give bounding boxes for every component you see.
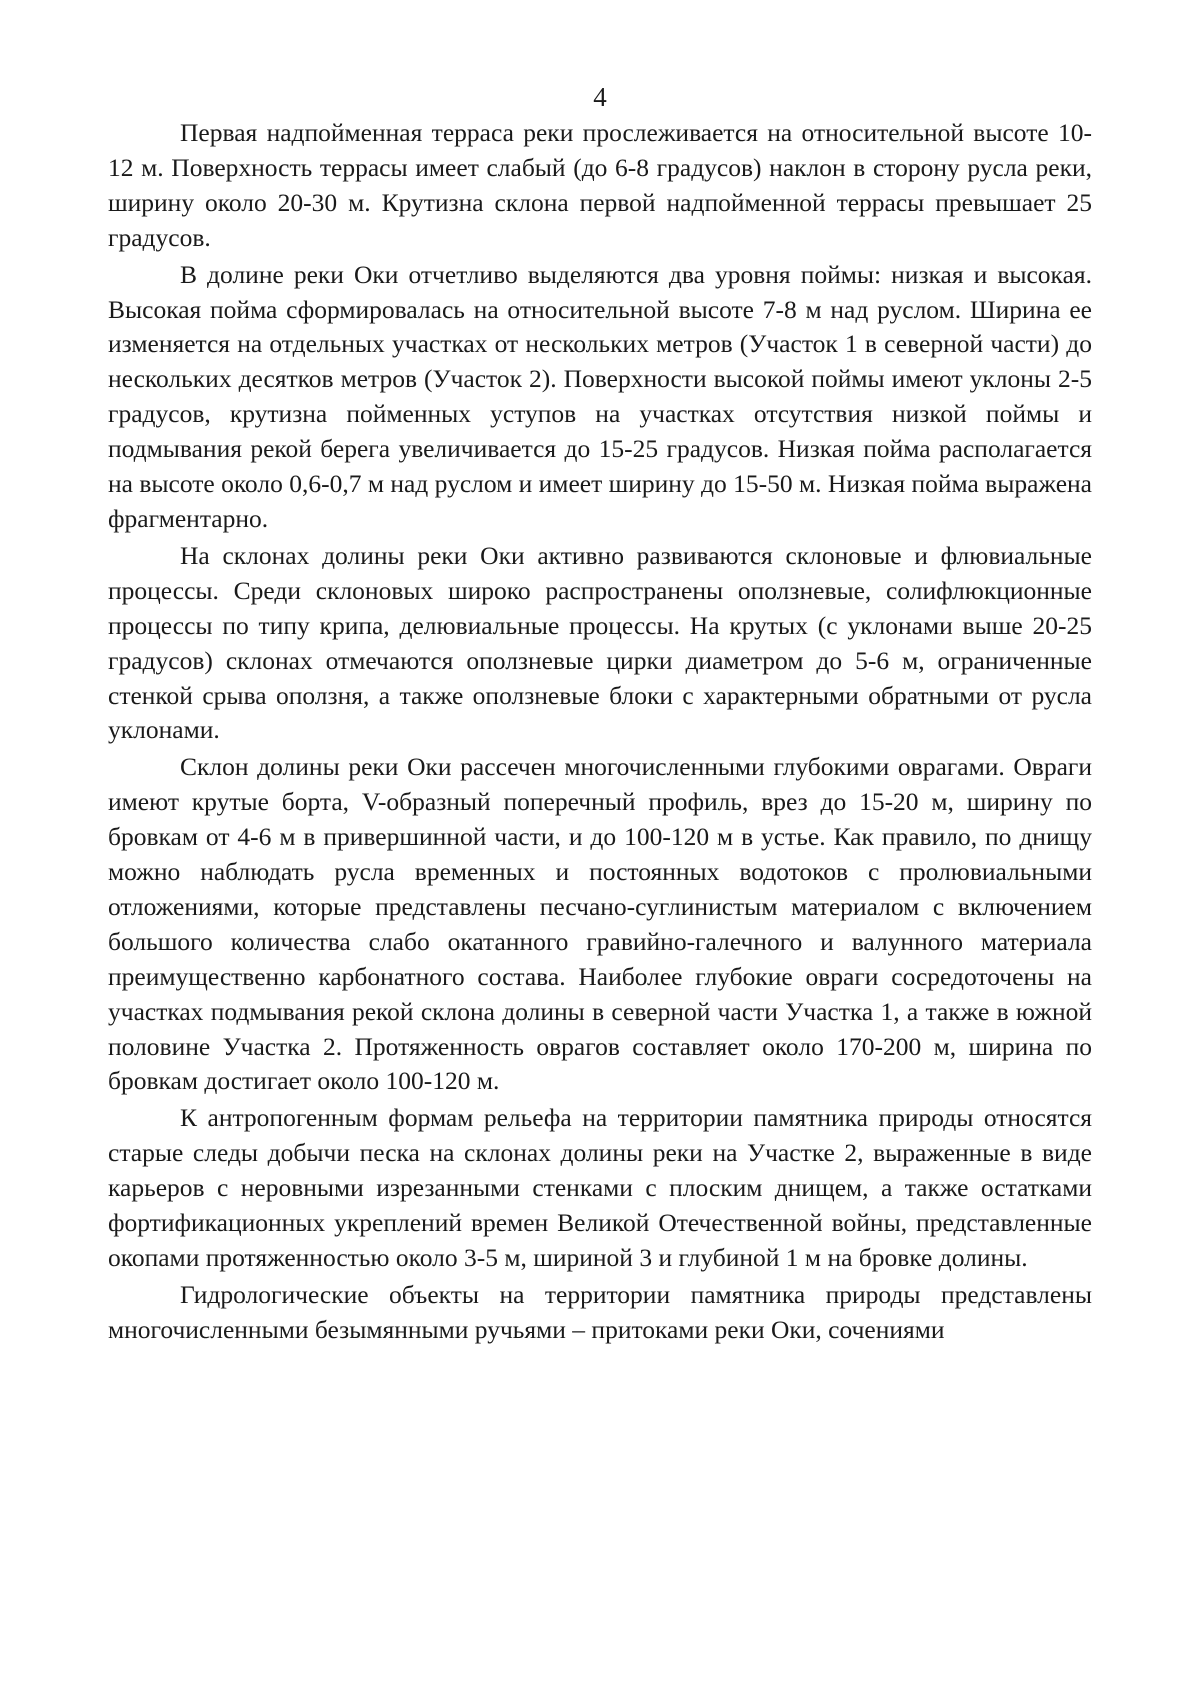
paragraph-anthropogenic-forms: К антропогенным формам рельефа на территории памятника природы относятся старые следы добычи песка на склонах долины реки на Участке 2, выраженные в виде карьеров с неровными изрезанными стенками с плоским днищем, а также остатками фортификационных укреплений времен Великой Отечественной войны, представленные окопами протяженностью около 3-5 м, шириной 3 и глубиной 1 м на бровке долины. bbox=[108, 1103, 1092, 1272]
paragraph-hydrological-objects: Гидрологические объекты на территории памятника природы представлены многочисленными безымянными ручьями – притоками реки Оки, сочениями bbox=[108, 1279, 1092, 1344]
body-text bbox=[108, 116, 1092, 1350]
paragraph-ravines: Склон долины реки Оки рассечен многочисленными глубокими оврагами. Овраги имеют крутые борта, V-образный поперечный профиль, врез до 15-20 м, ширину по бровкам от 4-6 м в привершинной части, и до 100-120 м в устье. Как правило, по днищу можно наблюдать русла временных и постоянных водотоков с пролювиальными отложениями, которые представлены песчано-суглинистым материалом с включением большого количества слабо окатанного гравийно-галечного и валунного материала преимущественно карбонатного состава. Наиболее глубокие овраги сосредоточены на участках подмывания рекой склона долины в северной части Участка 1, а также в южной половине Участка 2. Протяженность оврагов составляет около 170-200 м, ширина по бровкам достигает около 100-120 м. bbox=[108, 752, 1092, 1096]
paragraph-floodplain-levels: В долине реки Оки отчетливо выделяются два уровня поймы: низкая и высокая. Высокая пойма сформировалась на относительной высоте 7-8 м над руслом. Ширина ее изменяется на отдельных участках от нескольких метров (Участок 1 в северной части) до нескольких десятков метров (Участок 2). Поверхности высокой поймы имеют уклоны 2-5 градусов, крутизна пойменных уступов на участках отсутствия низкой поймы и подмывания рекой берега увеличивается до 15-25 градусов. Низкая пойма располагается на высоте около 0,6-0,7 м над руслом и имеет ширину до 15-50 м. Низкая пойма выражена фрагментарно. bbox=[108, 259, 1092, 533]
paragraph-slope-processes: На склонах долины реки Оки активно развиваются склоновые и флювиальные процессы. Среди склоновых широко распространены оползневые, солифлюкционные процессы по типу крипа, делювиальные процессы. На крутых (с уклонами выше 20-25 градусов) склонах отмечаются оползневые цирки диаметром до 5-6 м, ограниченные стенкой срыва оползня, а также оползневые блоки с характерными обратными от русла уклонами. bbox=[108, 540, 1092, 745]
page-number: 4 bbox=[593, 82, 607, 112]
paragraph-first-terrace: Первая надпойменная терраса реки прослеживается на относительной высоте 10-12 м. Поверхность террасы имеет слабый (до 6-8 градусов) наклон в сторону русла реки, ширину около 20-30 м. Крутизна склона первой надпойменной террасы превышает 25 градусов. bbox=[108, 118, 1092, 252]
